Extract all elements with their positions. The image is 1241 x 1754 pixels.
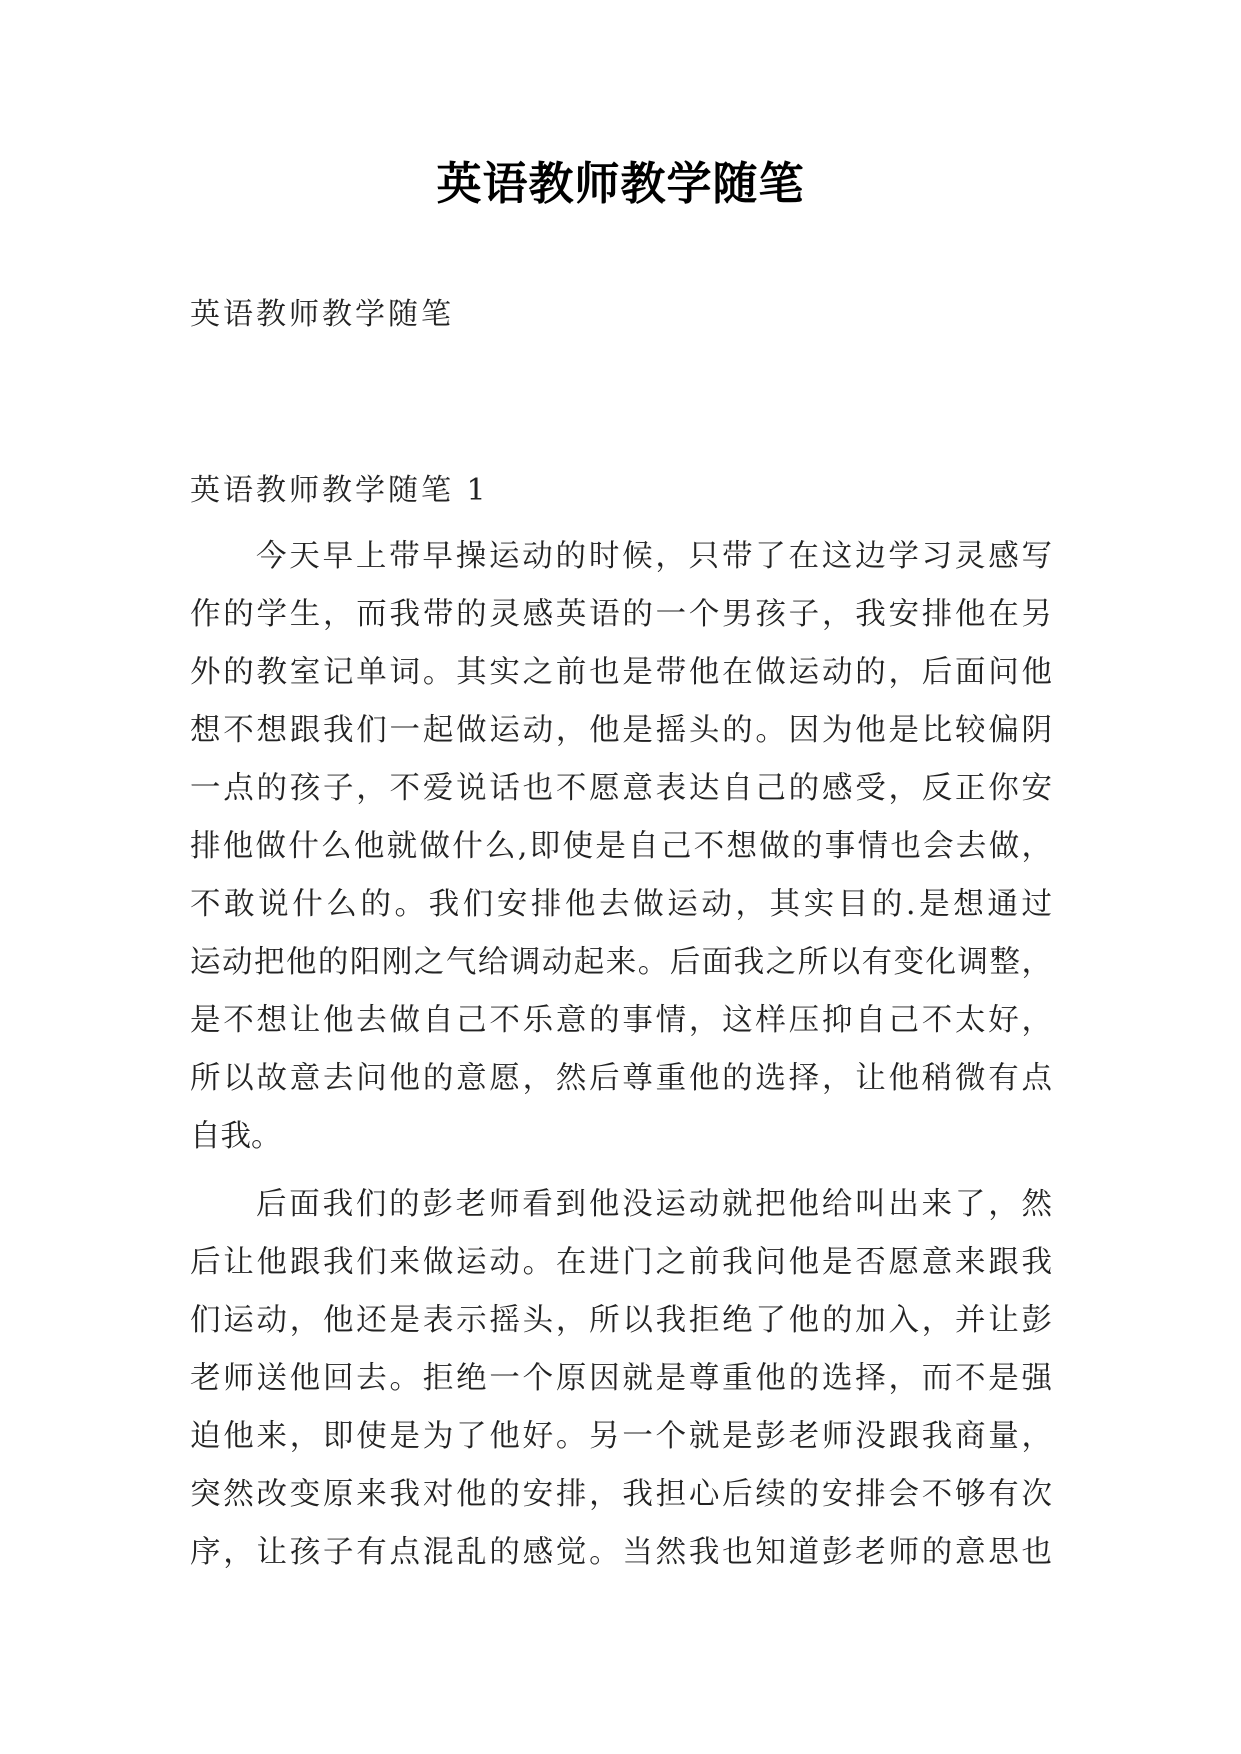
text-line: 一点的孩子，不爱说话也不愿意表达自己的感受，反正你安	[190, 771, 1052, 806]
text-line: 是不想让他去做自己不乐意的事情，这样压抑自己不太好，	[190, 1003, 1052, 1038]
text-line: 后面我们的彭老师看到他没运动就把他给叫出来了，然	[256, 1187, 1052, 1222]
text-line: 运动把他的阳刚之气给调动起来。后面我之所以有变化调整，	[190, 945, 1052, 980]
text-line: 所以故意去问他的意愿，然后尊重他的选择，让他稍微有点	[190, 1061, 1052, 1096]
document-title: 英语教师教学随笔	[436, 157, 805, 210]
text-line: 们运动，他还是表示摇头，所以我拒绝了他的加入，并让彭	[190, 1303, 1052, 1338]
text-line: 后让他跟我们来做运动。在进门之前我问他是否愿意来跟我	[190, 1245, 1052, 1280]
text-line: 不敢说什么的。我们安排他去做运动，其实目的.是想通过	[190, 887, 1052, 922]
text-line: 迫他来，即使是为了他好。另一个就是彭老师没跟我商量，	[190, 1419, 1052, 1454]
text-line: 作的学生，而我带的灵感英语的一个男孩子，我安排他在另	[190, 597, 1052, 632]
document-subtitle: 英语教师教学随笔	[190, 297, 454, 332]
section-heading: 英语教师教学随笔 1	[190, 473, 489, 508]
body-text	[190, 528, 1052, 1582]
text-line: 排他做什么他就做什么,即使是自己不想做的事情也会去做，	[190, 829, 1052, 864]
text-line: 外的教室记单词。其实之前也是带他在做运动的，后面问他	[190, 655, 1052, 690]
text-line: 老师送他回去。拒绝一个原因就是尊重他的选择，而不是强	[190, 1361, 1052, 1396]
text-line: 自我。	[190, 1119, 282, 1154]
text-line: 今天早上带早操运动的时候，只带了在这边学习灵感写	[256, 539, 1052, 574]
text-line: 突然改变原来我对他的安排，我担心后续的安排会不够有次	[190, 1477, 1052, 1512]
paragraph-gap	[190, 1166, 1052, 1176]
text-line: 序，让孩子有点混乱的感觉。当然我也知道彭老师的意思也	[190, 1535, 1052, 1570]
text-line: 想不想跟我们一起做运动，他是摇头的。因为他是比较偏阴	[190, 713, 1052, 748]
